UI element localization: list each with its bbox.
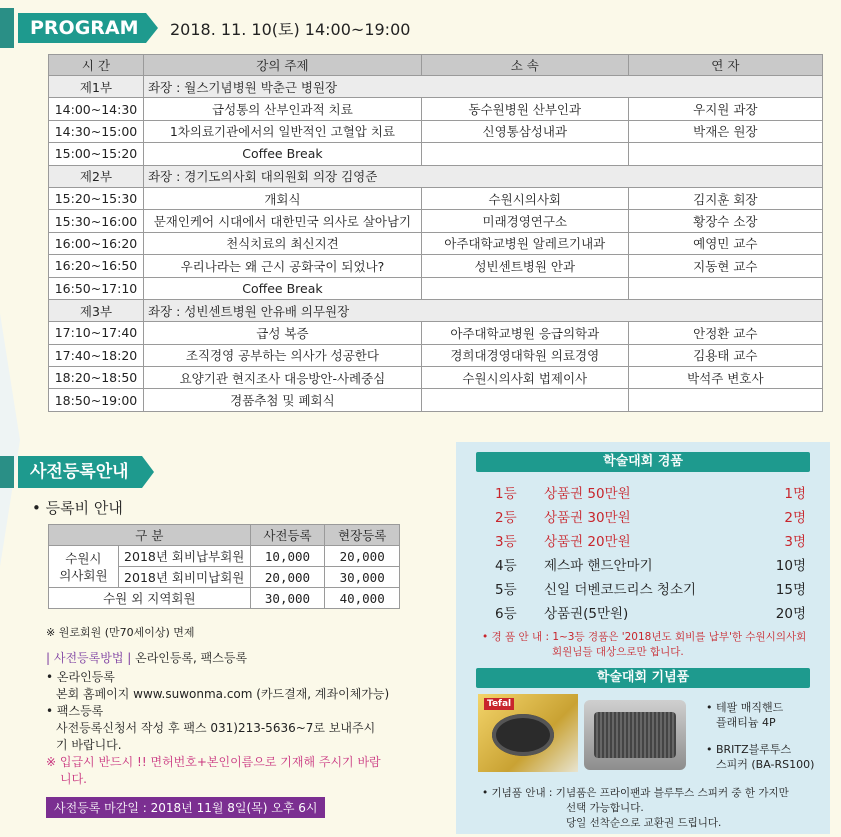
prize-title: 학술대회 경품 [476,452,810,472]
header-org: 소 속 [421,55,628,76]
session-row [49,232,823,254]
session-topic: 개회식 [143,187,421,209]
gift-note-line-1: • 기념품 안내 : 기념품은 프라이팬과 블루투스 스피커 중 한 가지만 [482,787,789,799]
session-time: 16:20~16:50 [49,255,144,277]
session-topic: 문재인케어 시대에서 대한민국 의사로 살아남기 [143,210,421,232]
session-topic: 우리나라는 왜 근시 공화국이 되었나? [143,255,421,277]
background-decoration [0,60,20,820]
section-chair: 좌장 : 월스기념병원 박춘근 병원장 [143,76,822,98]
gift-title: 학술대회 기념품 [476,668,810,688]
section-label: 제2부 [49,165,144,187]
program-table [48,54,823,412]
prize-note [482,630,810,660]
speaker-grill [594,712,676,758]
fee-row [49,588,400,609]
session-org: 아주대학교병원 응급의학과 [421,322,628,344]
session-time: 14:30~15:00 [49,120,144,142]
session-topic: 조직경영 공부하는 의사가 성공한다 [143,344,421,366]
session-topic: 요양기관 현지조사 대응방안-사례중심 [143,367,421,389]
fee-label: 2018년 회비납부회원 [118,546,250,567]
prize-note-line-2: 회원님들 대상으로만 합니다. [552,646,684,658]
prize-name: 상품권(5만원) [544,606,629,622]
section-label: 제1부 [49,76,144,98]
prize-row [494,600,814,624]
header-topic: 강의 주제 [143,55,421,76]
fee-header-pre: 사전등록 [250,525,325,546]
session-row [49,120,823,142]
prize-count: 3명 [784,534,806,550]
section-chair: 좌장 : 성빈센트병원 안유배 의무원장 [143,299,822,321]
fee-header-onsite: 현장등록 [325,525,400,546]
section-row [49,76,823,98]
prize-row [494,576,814,600]
session-org: 동수원병원 산부인과 [421,98,628,120]
prize-name: 상품권 30만원 [544,510,631,526]
banner-accent-bar [0,8,14,48]
method-label: | 사전등록방법 | [46,651,132,665]
prize-panel [456,442,830,834]
gift-1-line-1: • 테팔 매직핸드 [706,701,784,714]
session-row [49,322,823,344]
session-org [421,277,628,299]
prize-rank: 6등 [495,606,517,622]
fee-onsite: 30,000 [325,567,400,588]
gift-note [482,786,789,831]
session-time: 15:20~15:30 [49,187,144,209]
prize-count: 15명 [775,582,806,598]
gift-list [706,700,814,772]
session-time: 17:40~18:20 [49,344,144,366]
method-value: 온라인등록, 팩스등록 [131,651,248,665]
prize-count: 1명 [784,486,806,502]
pan-shape [492,714,554,756]
fee-group-line-1: 수원시 [65,550,102,566]
section-row [49,299,823,321]
fax-text-1: 사전등록신청서 작성 후 팩스 031)213-5636~7로 보내주시 [56,721,376,735]
prize-name: 신일 더벤코드리스 청소기 [544,582,697,598]
session-row [49,98,823,120]
session-topic: Coffee Break [143,143,421,165]
prize-table [494,480,814,624]
session-speaker: 김용태 교수 [628,344,822,366]
prize-rank: 3등 [495,534,517,550]
prize-name: 상품권 50만원 [544,486,631,502]
fee-pre: 20,000 [250,567,325,588]
session-time: 16:00~16:20 [49,232,144,254]
section-label: 제3부 [49,299,144,321]
exemption-note: ※ 원로회원 (만70세이상) 면제 [46,626,195,639]
fee-pre: 10,000 [250,546,325,567]
prize-note-line-1: • 경 품 안 내 : 1~3등 경품은 '2018년도 회비를 납부'한 수원시의사회 [482,631,807,643]
prize-row [494,552,814,576]
session-row [49,210,823,232]
prize-content [476,452,810,688]
banner-accent-bar [0,456,14,488]
program-date: 2018. 11. 10(토) 14:00~19:00 [170,20,411,39]
fee-heading: • 등록비 안내 [32,499,123,517]
fee-pre: 30,000 [250,588,325,609]
session-topic: 천식치료의 최신지견 [143,232,421,254]
prize-rank: 4등 [495,558,517,574]
session-topic: 급성 복증 [143,322,421,344]
section-row [49,165,823,187]
session-time: 15:00~15:20 [49,143,144,165]
session-time: 15:30~16:00 [49,210,144,232]
prize-row [494,480,814,504]
gift-2-line-1: • BRITZ블루투스 [706,743,792,756]
gift-note-line-3: 당일 선착순으로 교환권 드립니다. [566,817,722,829]
payment-warning-1: ※ 입급시 반드시 !! 면허번호+본인이름으로 기재해 주시기 바람 [46,755,381,769]
session-speaker: 박석주 변호사 [628,367,822,389]
prize-name: 상품권 20만원 [544,534,631,550]
gift-1-line-2: 플래티늄 4P [716,716,776,729]
fee-group-label [49,546,119,588]
session-topic: 1차의료기관에서의 일반적인 고혈압 치료 [143,120,421,142]
frying-pan-image [478,694,578,772]
session-org: 수원시의사회 [421,187,628,209]
online-title: • 온라인등록 [46,670,115,684]
online-text: 본회 홈페이지 www.suwonma.com (카드결재, 계좌이체가능) [56,687,390,701]
session-org: 미래경영연구소 [421,210,628,232]
session-time: 17:10~17:40 [49,322,144,344]
program-title: PROGRAM [18,13,146,43]
payment-warning-2: 니다. [60,772,87,786]
session-topic: Coffee Break [143,277,421,299]
session-time: 16:50~17:10 [49,277,144,299]
session-row [49,389,823,411]
gift-2-line-2: 스피커 (BA-RS100) [716,758,815,771]
session-row [49,277,823,299]
session-row [49,187,823,209]
session-speaker: 김지훈 회장 [628,187,822,209]
session-topic: 경품추첨 및 폐회식 [143,389,421,411]
session-speaker: 예영민 교수 [628,232,822,254]
prize-count: 2명 [784,510,806,526]
session-time: 18:50~19:00 [49,389,144,411]
registration-method [46,650,389,788]
fax-text-2: 기 바랍니다. [56,738,122,752]
session-speaker [628,277,822,299]
session-speaker: 박재은 원장 [628,120,822,142]
session-topic: 급성통의 산부인과적 치료 [143,98,421,120]
tefal-logo: Tefal [484,698,514,710]
session-org [421,143,628,165]
session-org: 아주대학교병원 알레르기내과 [421,232,628,254]
session-time: 14:00~14:30 [49,98,144,120]
section-chair: 좌장 : 경기도의사회 대의원회 의장 김영준 [143,165,822,187]
prize-row [494,504,814,528]
header-speaker: 연 자 [628,55,822,76]
prize-row [494,528,814,552]
fee-header-row [49,525,400,546]
session-speaker: 황장수 소장 [628,210,822,232]
fee-table [48,524,400,609]
session-org: 경희대경영대학원 의료경영 [421,344,628,366]
session-row [49,255,823,277]
speaker-image [584,700,686,770]
prize-count: 20명 [775,606,806,622]
fee-group-line-2: 의사회원 [59,567,108,583]
session-time: 18:20~18:50 [49,367,144,389]
deadline-badge: 사전등록 마감일 : 2018년 11월 8일(목) 오후 6시 [46,797,325,818]
session-speaker [628,389,822,411]
prize-rank: 2등 [495,510,517,526]
fee-label: 2018년 회비미납회원 [118,567,250,588]
gift-note-line-2: 선택 가능합니다. [566,802,644,814]
session-row [49,344,823,366]
session-org: 성빈센트병원 안과 [421,255,628,277]
prize-name: 제스파 핸드안마기 [544,558,653,574]
session-row [49,367,823,389]
session-org [421,389,628,411]
session-speaker [628,143,822,165]
session-speaker: 우지원 과장 [628,98,822,120]
fee-label: 수원 외 지역회원 [49,588,251,609]
prize-rank: 5등 [495,582,517,598]
prereg-title: 사전등록안내 [18,456,142,488]
fee-header-category: 구 분 [49,525,251,546]
header-time: 시 간 [49,55,144,76]
session-row [49,143,823,165]
program-header-row [49,55,823,76]
session-org: 신영통삼성내과 [421,120,628,142]
prize-rank: 1등 [495,486,517,502]
fee-onsite: 40,000 [325,588,400,609]
session-org: 수원시의사회 법제이사 [421,367,628,389]
session-speaker: 안정환 교수 [628,322,822,344]
fax-title: • 팩스등록 [46,704,104,718]
prize-count: 10명 [775,558,806,574]
fee-row [49,546,400,567]
fee-onsite: 20,000 [325,546,400,567]
session-speaker: 지동현 교수 [628,255,822,277]
